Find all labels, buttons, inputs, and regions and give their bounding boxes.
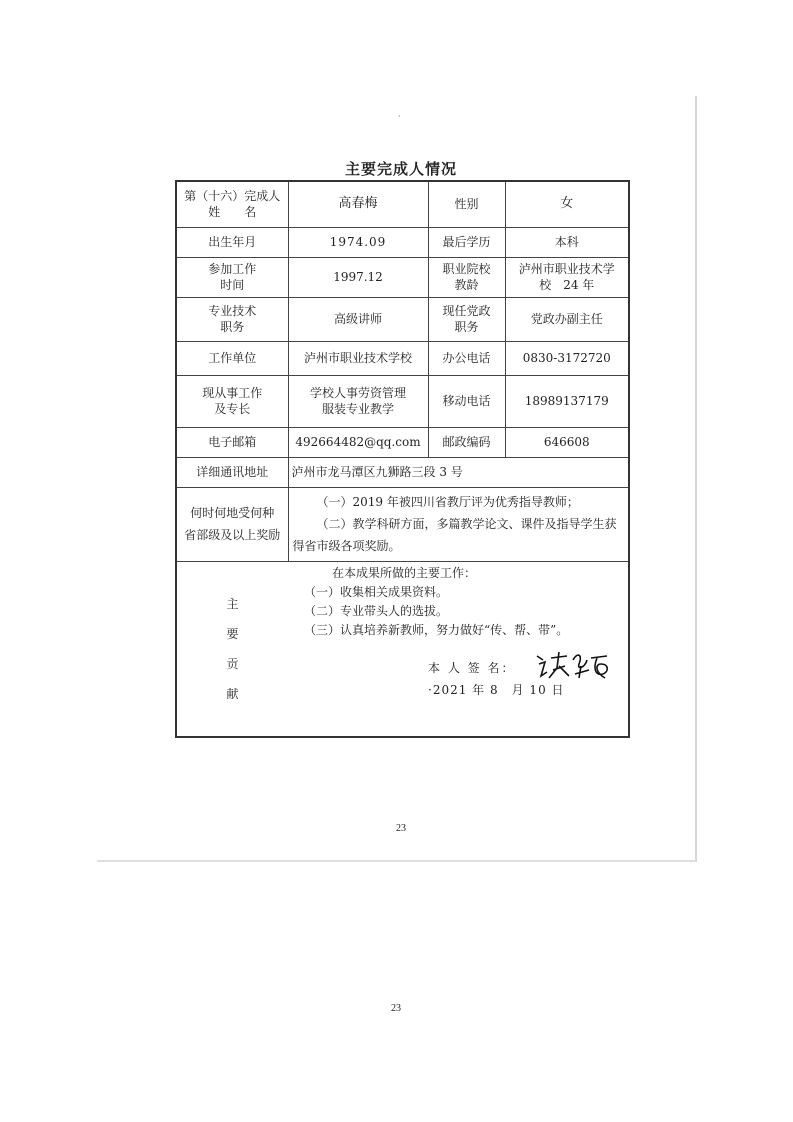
contribution-label: 主 要 贡 献 bbox=[176, 561, 288, 737]
address-label: 详细通讯地址 bbox=[176, 457, 288, 487]
school-years-value: 泸州市职业技术学 校 24 年 bbox=[505, 257, 629, 297]
page-number-inner: 23 bbox=[396, 823, 406, 834]
mobile-value: 18989137179 bbox=[505, 375, 629, 427]
postcode-label: 邮政编码 bbox=[428, 427, 505, 457]
birth-value: 1974.09 bbox=[288, 227, 428, 257]
work-start-label: 参加工作 时间 bbox=[176, 257, 288, 297]
office-tel-label: 办公电话 bbox=[428, 341, 505, 375]
education-label: 最后学历 bbox=[428, 227, 505, 257]
form-title: 主要完成人情况 bbox=[344, 160, 457, 178]
name-value: 高春梅 bbox=[288, 181, 428, 227]
job-label: 现从事工作 及专长 bbox=[176, 375, 288, 427]
page-number-outer: 23 bbox=[391, 1003, 401, 1014]
prof-title-label: 专业技术 职务 bbox=[176, 297, 288, 341]
personal-info-table bbox=[175, 180, 630, 738]
education-value: 本科 bbox=[505, 227, 629, 257]
contribution-lines bbox=[304, 564, 568, 640]
awards-label: 何时何地受何种 省部级及以上奖励 bbox=[176, 487, 288, 561]
birth-label: 出生年月 bbox=[176, 227, 288, 257]
email-label: 电子邮箱 bbox=[176, 427, 288, 457]
work-start-value: 1997.12 bbox=[288, 257, 428, 297]
row-title bbox=[176, 297, 629, 341]
row-name bbox=[176, 181, 629, 227]
row-unit bbox=[176, 341, 629, 375]
row-address bbox=[176, 457, 629, 487]
contribution-item: （一）收集相关成果资料。 bbox=[304, 584, 449, 599]
email-value: 492664482@qq.com bbox=[288, 427, 428, 457]
address-value: 泸州市龙马潭区九狮路三段 3 号 bbox=[288, 457, 629, 487]
contribution-item: （二）专业带头人的选拔。 bbox=[304, 603, 449, 618]
school-years-label: 职业院校 教龄 bbox=[428, 257, 505, 297]
name-label: 第（十六）完成人 姓 名 bbox=[176, 181, 288, 227]
gender-value: 女 bbox=[505, 181, 629, 227]
row-awards bbox=[176, 487, 629, 561]
row-contribution bbox=[176, 561, 629, 737]
row-email bbox=[176, 427, 629, 457]
scan-speck: · bbox=[398, 112, 401, 121]
prof-title-value: 高级讲师 bbox=[288, 297, 428, 341]
postcode-value: 646608 bbox=[505, 427, 629, 457]
row-birth bbox=[176, 227, 629, 257]
office-tel-value: 0830-3172720 bbox=[505, 341, 629, 375]
contribution-intro: 在本成果所做的主要工作： bbox=[332, 565, 477, 580]
row-work-start bbox=[176, 257, 629, 297]
handwritten-signature bbox=[533, 648, 613, 682]
party-post-value: 党政办副主任 bbox=[505, 297, 629, 341]
contribution-item: （三）认真培养新教师，努力做好“传、帮、带”。 bbox=[304, 622, 569, 637]
row-job bbox=[176, 375, 629, 427]
awards-value: （一）2019 年被四川省教厅评为优秀指导教师； （二）教学科研方面，多篇教学论文、课件及指导学生获得省市级各项奖励。 bbox=[288, 487, 629, 561]
job-value: 学校人事劳资管理 服装专业教学 bbox=[288, 375, 428, 427]
unit-label: 工作单位 bbox=[176, 341, 288, 375]
unit-value: 泸州市职业技术学校 bbox=[288, 341, 428, 375]
signature-date: ·2021 年 8 月 10 日 bbox=[428, 682, 565, 697]
gender-label: 性别 bbox=[428, 181, 505, 227]
party-post-label: 现任党政 职务 bbox=[428, 297, 505, 341]
contribution-body bbox=[288, 561, 629, 737]
mobile-label: 移动电话 bbox=[428, 375, 505, 427]
signature-label: 本 人 签 名： bbox=[428, 660, 516, 675]
